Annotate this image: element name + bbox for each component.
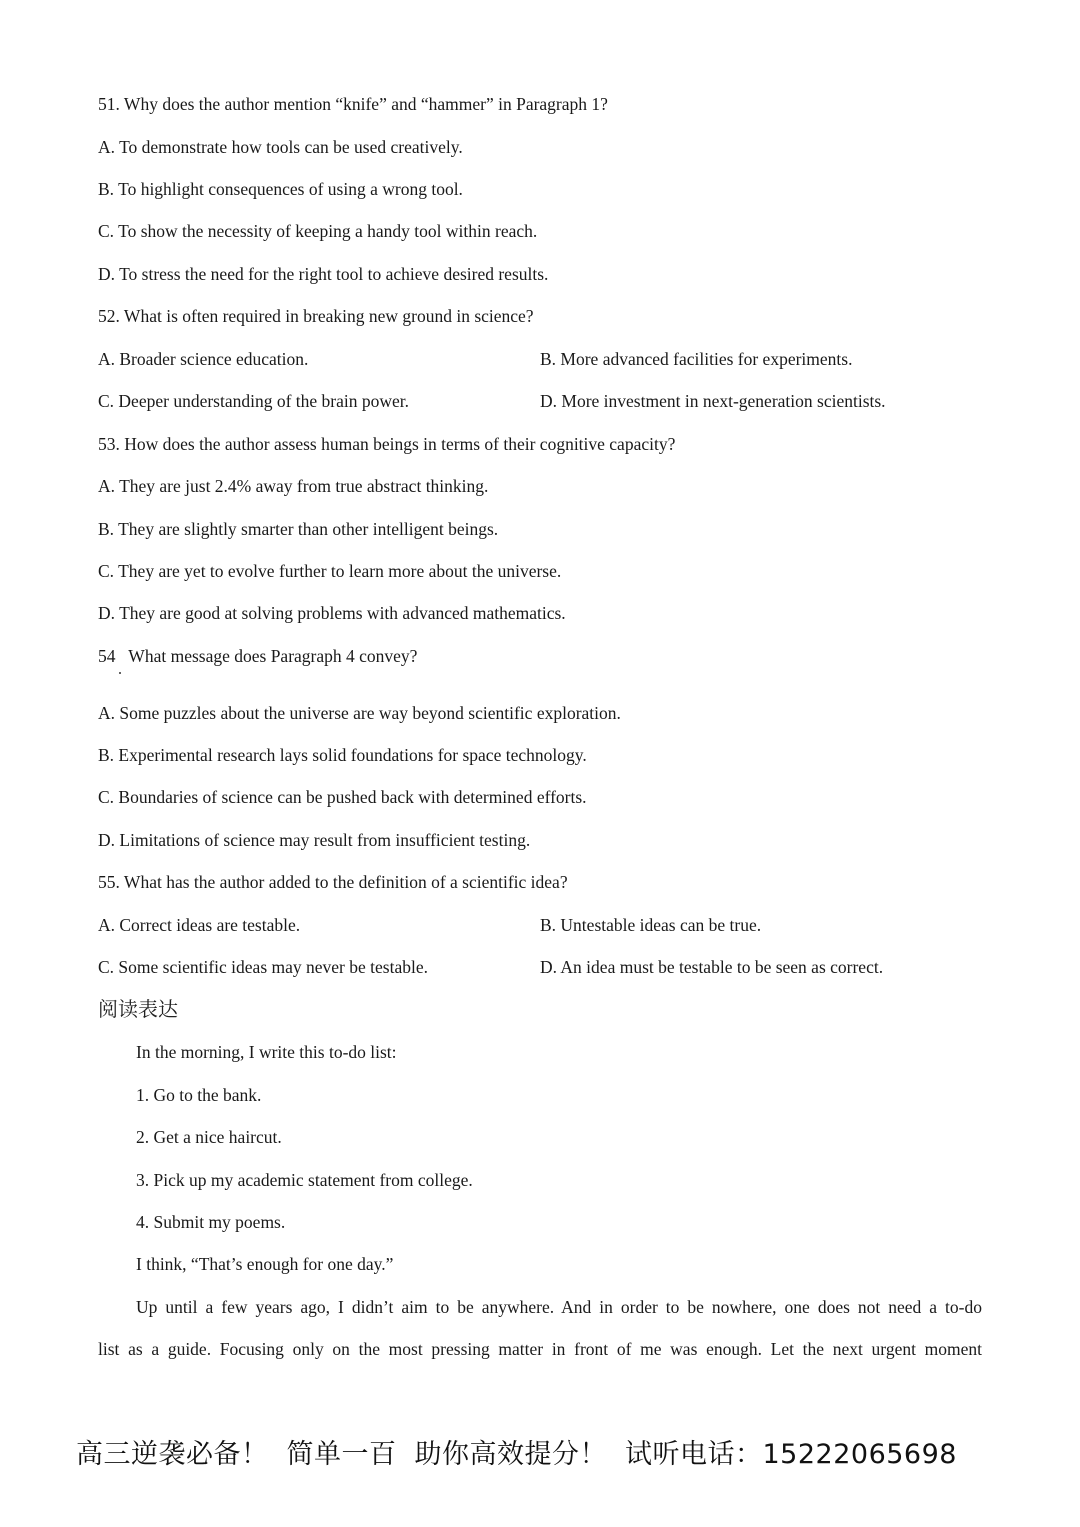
- q53-option-a: A. They are just 2.4% away from true abstract thinking.: [98, 476, 489, 496]
- q54-option-d: D. Limitations of science may result from insufficient testing.: [98, 830, 531, 850]
- passage-think: I think, “That’s enough for one day.”: [136, 1254, 394, 1274]
- section-heading: 阅读表达: [98, 997, 178, 1021]
- q54-option-c: C. Boundaries of science can be pushed back with determined efforts.: [98, 787, 587, 807]
- q53-stem: 53. How does the author assess human beings in terms of their cognitive capacity?: [98, 434, 676, 454]
- todo-item-3: 3. Pick up my academic statement from college.: [136, 1170, 473, 1190]
- q55-option-a: A. Correct ideas are testable.: [98, 915, 301, 935]
- todo-item-2: 2. Get a nice haircut.: [136, 1127, 282, 1147]
- q55-option-d: D. An idea must be testable to be seen as correct.: [540, 957, 884, 977]
- q52-stem: 52. What is often required in breaking new ground in science?: [98, 306, 534, 326]
- footer-slogan-3: 助你高效提分！: [414, 1439, 607, 1470]
- q52-option-d: D. More investment in next-generation scientists.: [540, 391, 886, 411]
- footer-slogan-1: 高三逆袭必备！: [76, 1439, 269, 1470]
- q52-option-c: C. Deeper understanding of the brain power.: [98, 391, 410, 411]
- passage-paragraph-line1: Up until a few years ago, I didn’t aim to be anywhere. And in order to be nowhere, one does not need a to-do: [136, 1297, 982, 1317]
- q51-option-d: D. To stress the need for the right tool to achieve desired results.: [98, 264, 549, 284]
- footer-slogan-2: 简单一百: [286, 1439, 397, 1470]
- q52-option-a: A. Broader science education.: [98, 349, 309, 369]
- q53-option-b: B. They are slightly smarter than other intelligent beings.: [98, 519, 499, 539]
- footer-banner: [76, 1437, 975, 1473]
- q51-stem: 51. Why does the author mention “knife” and “hammer” in Paragraph 1?: [98, 94, 608, 114]
- todo-item-4: 4. Submit my poems.: [136, 1212, 286, 1232]
- q54-option-a: A. Some puzzles about the universe are way beyond scientific exploration.: [98, 703, 621, 723]
- q55-option-c: C. Some scientific ideas may never be testable.: [98, 957, 428, 977]
- q55-stem: 55. What has the author added to the definition of a scientific idea?: [98, 872, 568, 892]
- q54-stem: 54 What message does Paragraph 4 convey?: [98, 646, 418, 666]
- q55-option-b: B. Untestable ideas can be true.: [540, 915, 762, 935]
- q54-option-b: B. Experimental research lays solid foundations for space technology.: [98, 745, 587, 765]
- q51-option-b: B. To highlight consequences of using a wrong tool.: [98, 179, 463, 199]
- passage-intro: In the morning, I write this to-do list:: [136, 1042, 397, 1062]
- todo-item-1: 1. Go to the bank.: [136, 1085, 262, 1105]
- q53-option-c: C. They are yet to evolve further to learn more about the universe.: [98, 561, 562, 581]
- passage-paragraph-line2: list as a guide. Focusing only on the most pressing matter in front of me was enough. Let the next urgent moment: [98, 1339, 982, 1359]
- q51-option-a: A. To demonstrate how tools can be used creatively.: [98, 137, 463, 157]
- stray-dot: [119, 672, 121, 674]
- footer-phone: 试听电话：15222065698: [625, 1439, 957, 1470]
- q52-option-b: B. More advanced facilities for experiments.: [540, 349, 853, 369]
- q51-option-c: C. To show the necessity of keeping a handy tool within reach.: [98, 221, 538, 241]
- q53-option-d: D. They are good at solving problems with advanced mathematics.: [98, 603, 566, 623]
